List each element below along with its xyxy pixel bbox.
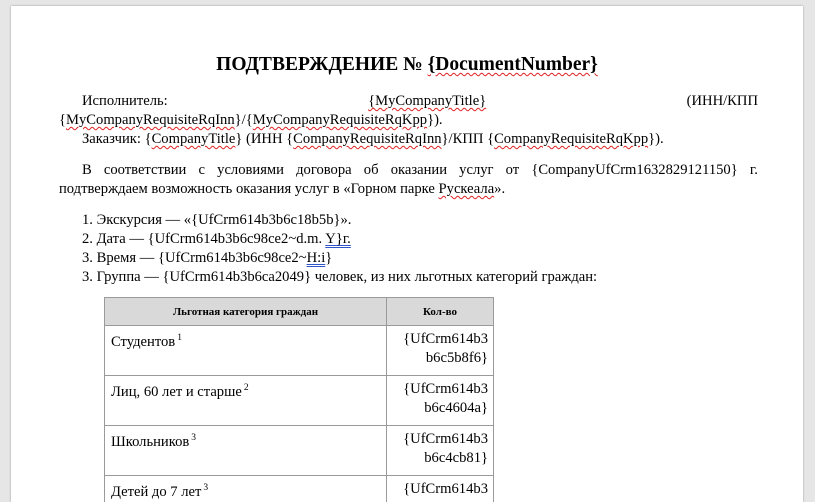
time-format-close: } xyxy=(325,250,333,266)
category-name: Школьников xyxy=(111,433,190,450)
time-format-marked: H:i xyxy=(306,250,326,266)
list-item-time: 3. Время — {UfCrm614b3b6c98ce2~ xyxy=(82,250,307,266)
executor-line xyxy=(82,92,758,111)
executor-requisite-separator: }/{ xyxy=(234,112,253,128)
table-row xyxy=(105,376,494,426)
contract-paragraph-line1 xyxy=(82,161,758,180)
paragraph-word: с xyxy=(198,162,205,178)
executor-requisite-kpp: MyCompanyRequisiteRqKpp xyxy=(252,112,428,128)
executor-brace-open: { xyxy=(59,112,67,128)
paragraph-word: условиями xyxy=(217,162,284,178)
category-name: Студентов xyxy=(111,333,176,350)
footnote-ref: 3 xyxy=(191,433,197,443)
title-document-number: {DocumentNumber} xyxy=(427,54,598,75)
customer-inn-label: } (ИНН { xyxy=(235,131,294,147)
category-cell[interactable] xyxy=(105,426,387,476)
list-item xyxy=(82,249,332,268)
executor-brace-close: }). xyxy=(427,112,443,128)
category-cell[interactable] xyxy=(105,326,387,376)
quantity-cell[interactable] xyxy=(387,326,494,376)
paragraph-word: об xyxy=(363,162,379,178)
list-item xyxy=(82,268,597,287)
list-item-group: 3. Группа — {UfCrm614b3b6ca2049} человек, из них льготных категорий граждан: xyxy=(82,269,598,285)
category-cell[interactable] xyxy=(105,476,387,502)
title-prefix: ПОДТВЕРЖДЕНИЕ № xyxy=(216,54,428,75)
executor-label: Исполнитель: xyxy=(82,93,168,109)
quantity-cell[interactable] xyxy=(387,426,494,476)
executor-inn-kpp-label: (ИНН/КПП xyxy=(686,93,758,109)
paragraph-word: услуг xyxy=(459,162,494,178)
paragraph-text: подтверждаем возможность оказания услуг в «Горном парке xyxy=(59,181,439,197)
document-page[interactable] xyxy=(11,6,803,502)
list-item-date: 2. Дата — {UfCrm614b3b6c98ce2~d.m. xyxy=(82,231,326,247)
table-row xyxy=(105,426,494,476)
customer-requisite-kpp: CompanyRequisiteRqKpp xyxy=(494,131,649,147)
header-quantity: Кол-во xyxy=(387,298,494,326)
executor-company-title: {MyCompanyTitle} xyxy=(368,93,487,109)
paragraph-text-end: ». xyxy=(494,181,506,197)
customer-brace-close: }). xyxy=(648,131,664,147)
category-cell[interactable] xyxy=(105,376,387,426)
footnote-ref: 3 xyxy=(203,483,209,493)
paragraph-word: оказании xyxy=(390,162,448,178)
category-name: Лиц, 60 лет и старше xyxy=(111,383,242,400)
category-name: Детей до 7 лет xyxy=(111,483,202,500)
quantity-placeholder-part2: b6c4cb81} xyxy=(424,450,488,466)
document-title xyxy=(11,54,803,76)
customer-company-title: CompanyTitle xyxy=(151,131,236,147)
footnote-ref: 2 xyxy=(243,383,249,393)
place-name: Рускеала xyxy=(438,181,495,197)
executor-requisite-inn: MyCompanyRequisiteRqInn xyxy=(66,112,235,128)
contract-date-placeholder: {CompanyUfCrm1632829121150} xyxy=(531,162,738,178)
header-category: Льготная категория граждан xyxy=(105,298,387,326)
quantity-placeholder-part1: {UfCrm614b3 xyxy=(403,331,488,347)
quantity-cell[interactable] xyxy=(387,476,494,502)
customer-brace-open: { xyxy=(144,131,152,147)
list-item-excursion: 1. Экскурсия — «{UfCrm614b3b6c18b5b}». xyxy=(82,212,352,228)
executor-requisites-line xyxy=(59,111,443,130)
quantity-placeholder-part2: b6c5b8f6} xyxy=(425,350,488,366)
customer-line xyxy=(82,130,664,149)
table-row xyxy=(105,476,494,502)
customer-requisite-inn: CompanyRequisiteRqInn xyxy=(293,131,442,147)
date-format-marked: Y}г. xyxy=(325,231,351,247)
paragraph-word: соответствии xyxy=(103,162,187,178)
list-item xyxy=(82,211,351,230)
contract-paragraph-line2 xyxy=(59,180,505,199)
quantity-placeholder-part1: {UfCrm614b3 xyxy=(403,481,488,497)
table-row xyxy=(105,326,494,376)
paragraph-word: В xyxy=(82,162,92,178)
paragraph-word: г. xyxy=(749,162,758,178)
customer-label: Заказчик: xyxy=(82,131,145,147)
quantity-placeholder-part1: {UfCrm614b3 xyxy=(403,431,488,447)
list-item xyxy=(82,230,351,249)
quantity-placeholder-part1: {UfCrm614b3 xyxy=(403,381,488,397)
benefit-categories-table xyxy=(104,297,494,502)
customer-kpp-label: }/КПП { xyxy=(441,131,495,147)
paragraph-word: от xyxy=(505,162,520,178)
footnote-ref: 1 xyxy=(177,333,182,343)
paragraph-word: договора xyxy=(296,162,352,178)
quantity-cell[interactable] xyxy=(387,376,494,426)
table-header-row xyxy=(105,298,494,326)
quantity-placeholder-part2: b6c4604a} xyxy=(424,400,488,416)
